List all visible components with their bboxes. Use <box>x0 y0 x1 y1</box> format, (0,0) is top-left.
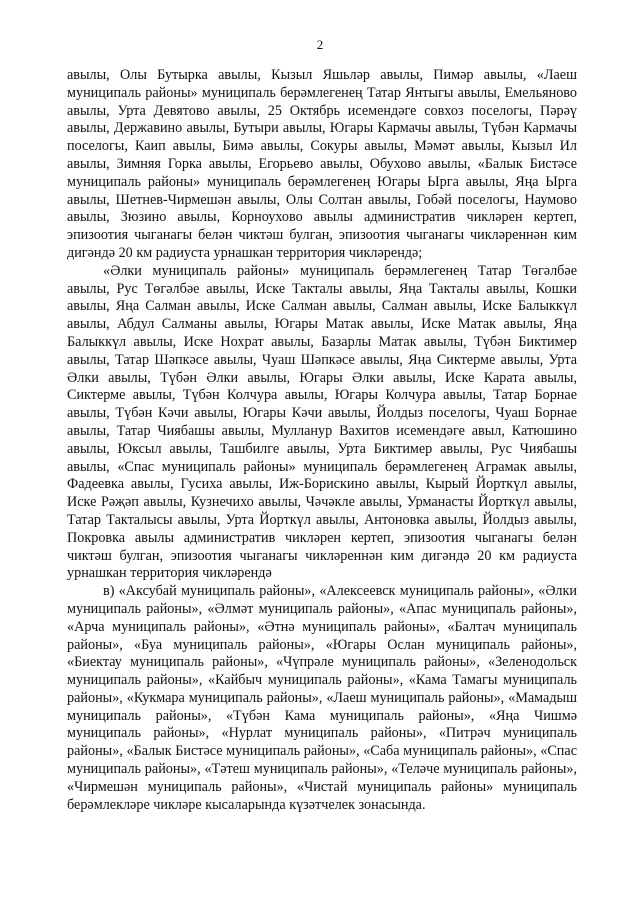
document-body <box>67 67 577 814</box>
paragraph-alki-spas: «Әлки муниципаль районы» муниципаль берәмлегенең Татар Төгәлбәе авылы, Рус Төгәлбәе авылы, Иске Тактaлы авылы, Яңа Тактaлы авылы, Кошки авылы, Яңа Салман авылы, Иске Салман авылы, Салман авылы, Иске Балыккүл авылы, Абдул Салманы авылы, Югары Матак авылы, Иске Матак авылы, Яңа Балыккүл авылы, Иске Нохрат авылы, Базарлы Матак авылы, Түбән Биктимер авылы, Татар Шәпкәсе авылы, Чуаш Шәпкәсе авылы, Яңа Сиктерме авылы, Урта Әлки авылы, Түбән Әлки авылы, Югары Әлки авылы, Иске Карата авылы, Сиктерме авылы, Түбән Колчура авылы, Югары Колчура авылы, Татар Борнае авылы, Түбән Кәчи авылы, Югары Кәчи авылы, Йолдыз поселогы, Чуаш Борнае авылы, Татар Чиябашы авылы, Мулланур Вахитов исемендәге авыл, Катюшино авылы, Юксыл авылы, Ташбилге авылы, Урта Биктимер авылы, Рус Чиябашы авылы, «Спас муниципаль районы» муниципаль берәмлегенең Аграмак авылы, Фадеевка авылы, Гусиха авылы, Иж-Борискино авылы, Кырый Йорткүл авылы, Иске Рәҗәп авылы, Кузнечихо авылы, Чәчәкле авылы, Урманасты Йорткүл авылы, Татар Тактaлысы авылы, Урта Йорткүл авылы, Антоновка авылы, Йолдыз авылы, Покровка авылы административ чикләрен кертеп, эпизоотия чыганагы белән чиктәш булган, эпизоотия чыганагы чикләреннән ким дигәндә 20 км радиуста урнашкан территория чикләрендә <box>67 262 577 582</box>
paragraph-lyaesh-balyk-bistese: авылы, Олы Бутырка авылы, Кызыл Яшьләр авылы, Пимәр авылы, «Лаеш муниципаль районы» муниципаль берәмлегенең Татар Янтыгы авылы, Емельяново авылы, Урта Девятово авылы, 25 Октябрь исемендәге совхоз поселогы, Пәрәү авылы, Державино авылы, Бутыри авылы, Югары Кармачы авылы, Түбән Кармачы поселогы, Каип авылы, Бимә авылы, Сокуры авылы, Мәмәт авылы, Кызыл Ил авылы, Зимняя Горка авылы, Егорьево авылы, Обухово авылы, «Балык Бистәсе муниципаль районы» муниципаль берәмлегенең Югары Ырга авылы, Яңа Ырга авылы, Шетнев-Чирмешән авылы, Олы Солтан авылы, Гобәй поселогы, Наумово авылы, Зюзино авылы, Корноухово авылы административ чикләрен кертеп, эпизоотия чыганагы белән чиктәш булган, эпизоотия чыганагы чикләреннән ким дигәндә 20 км радиуста урнашкан территория чикләрендә; <box>67 67 577 261</box>
page-number: 2 <box>316 37 324 52</box>
paragraph-observation-zone: в) «Аксубай муниципаль районы», «Алексеевск муниципаль районы», «Әлки муниципаль районы», «Әлмәт муниципаль районы», «Апас муниципаль районы», «Арча муниципаль районы», «Әтнә муниципаль районы», «Балтач муниципаль районы», «Буа муниципаль районы», «Югары Ослан муниципаль районы», «Биектау муниципаль районы», «Чүпрәле муниципаль районы», «Зеленодольск муниципаль районы», «Кайбыч муниципаль районы», «Кама Тамагы муниципаль районы», «Кукмара муниципаль районы», «Лаеш муниципаль районы», «Мамадыш муниципаль районы», «Түбән Кама муниципаль районы», «Яңа Чишмә муниципаль районы», «Нурлат муниципаль районы», «Питрәч муниципаль районы», «Балык Бистәсе муниципаль районы», «Саба муниципаль районы», «Спас муниципаль районы», «Тәтеш муниципаль районы», «Теләче муниципаль районы», «Чирмешән муниципаль районы», «Чистай муниципаль районы» муниципаль берәмлекләре чикләре кысаларында күзәтчелек зонасында. <box>67 583 577 813</box>
